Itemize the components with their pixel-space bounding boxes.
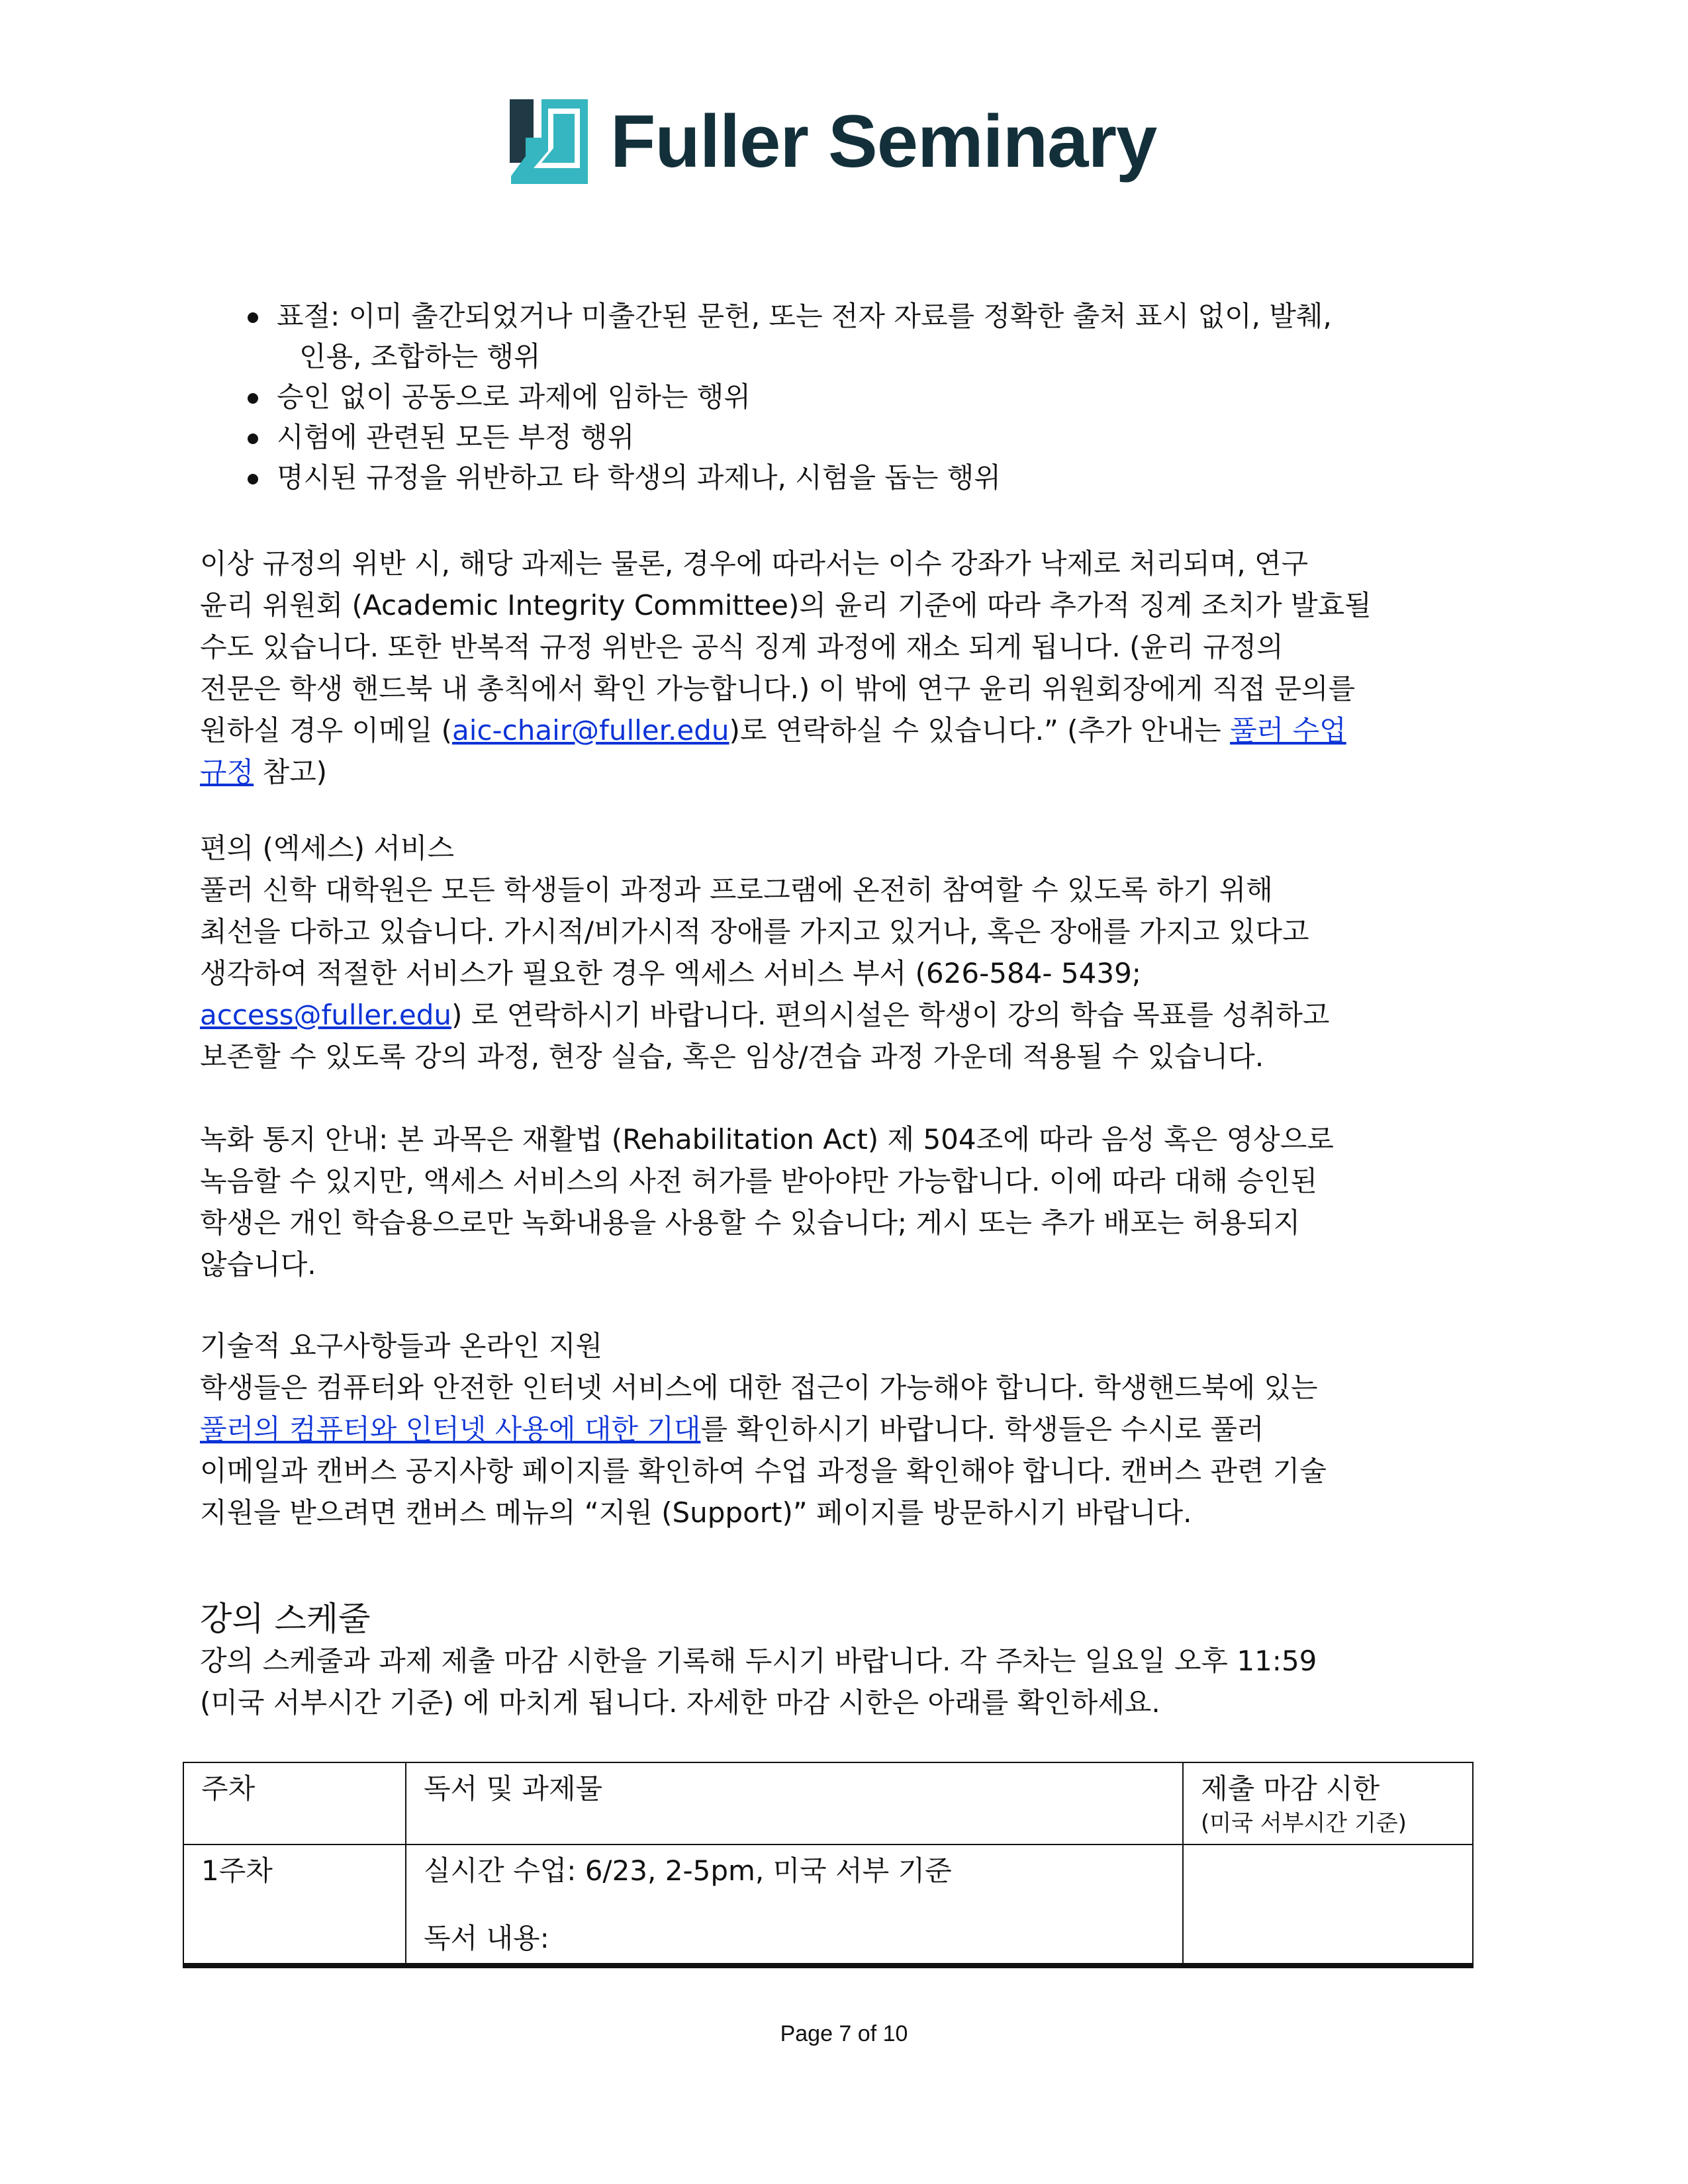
course-schedule-section	[200, 1598, 1491, 1723]
tech-requirements-section	[200, 1325, 1491, 1533]
text-line	[200, 1408, 1491, 1450]
text-line	[200, 994, 1491, 1036]
section-heading: 편의 (엑세스) 서비스	[200, 832, 455, 864]
reading-label: 독서 내용:	[424, 1922, 549, 1954]
access-services-section	[200, 827, 1491, 1077]
schedule-table	[183, 1762, 1474, 1968]
list-item-text: 승인 없이 공동으로 과제에 임하는 행위	[277, 381, 751, 413]
list-item-text: 명시된 규정을 위반하고 타 학생의 과제나, 시험을 돕는 행위	[277, 461, 1001, 494]
header-deadline-label: 제출 마감 시한	[1201, 1772, 1380, 1805]
text-line	[200, 709, 1491, 751]
aic-chair-email-link[interactable]: aic-chair@fuller.edu	[452, 714, 729, 747]
recording-notice	[200, 1118, 1491, 1285]
text-line: 않습니다.	[200, 1248, 316, 1281]
bullet-icon	[248, 312, 258, 323]
text-line: 학생들은 컴퓨터와 안전한 인터넷 서비스에 대한 접근이 가능해야 합니다. 학생핸드북에 있는	[200, 1371, 1318, 1404]
text-line: 최선을 다하고 있습니다. 가시적/비가시적 장애를 가지고 있거나, 혹은 장애를 가지고 있다고	[200, 915, 1309, 948]
list-item	[200, 417, 1491, 457]
text-line: 수도 있습니다. 또한 반복적 규정 위반은 공식 징계 과정에 재소 되게 됩니다. (윤리 규정의	[200, 631, 1284, 663]
header-readings: 독서 및 과제물	[406, 1762, 1183, 1844]
section-heading: 강의 스케줄	[200, 1600, 371, 1638]
text-line: 생각하여 적절한 서비스가 필요한 경우 엑세스 서비스 부서 (626-584- 5439;	[200, 957, 1141, 989]
text-line: 전문은 학생 핸드북 내 총칙에서 확인 가능합니다.) 이 밖에 연구 윤리 위원회장에게 직접 문의를	[200, 672, 1356, 705]
cell-readings	[406, 1844, 1183, 1966]
bullet-icon	[248, 433, 258, 444]
page-number: Page 7 of 10	[780, 2021, 908, 2046]
text-line: (미국 서부시간 기준) 에 마치게 됩니다. 자세한 마감 시한은 아래를 확인하세요.	[200, 1686, 1160, 1719]
cell-deadline	[1183, 1844, 1473, 1966]
text-line: 학생은 개인 학습용으로만 녹화내용을 사용할 수 있습니다; 게시 또는 추가 배포는 허용되지	[200, 1206, 1301, 1239]
text-line: 강의 스케줄과 과제 제출 마감 시한을 기록해 두시기 바랍니다. 각 주차는 일요일 오후 11:59	[200, 1645, 1317, 1677]
table-row	[183, 1844, 1473, 1966]
list-item	[200, 296, 1491, 377]
bullet-icon	[248, 474, 258, 484]
text-line: 지원을 받으려면 캔버스 메뉴의 “지원 (Support)” 페이지를 방문하시기 바랍니다.	[200, 1496, 1192, 1529]
text-line: 보존할 수 있도록 강의 과정, 현장 실습, 혹은 임상/견습 과정 가운데 적용될 수 있습니다.	[200, 1040, 1264, 1073]
violation-paragraph	[200, 543, 1491, 793]
list-item-continuation: 인용, 조합하는 행위	[299, 340, 541, 373]
list-item-text: 표절: 이미 출간되었거나 미출간된 문헌, 또는 전자 자료를 정확한 출처 표시 없이, 발췌,	[277, 300, 1332, 332]
logo-text: Fuller Seminary	[610, 100, 1157, 183]
text-segment: 를 확인하시기 바랍니다. 학생들은 수시로 풀러	[700, 1413, 1264, 1445]
list-item	[200, 377, 1491, 417]
text-line: 풀러 신학 대학원은 모든 학생들이 과정과 프로그램에 온전히 참여할 수 있도록 하기 위해	[200, 874, 1273, 906]
section-heading: 기술적 요구사항들과 온라인 지원	[200, 1330, 603, 1362]
text-segment: 참고)	[254, 756, 328, 788]
text-segment: )로 연락하실 수 있습니다.” (추가 안내는	[729, 714, 1231, 747]
fuller-book-logo-icon	[507, 99, 590, 184]
text-line: 윤리 위원회 (Academic Integrity Committee)의 윤리 기준에 따라 추가적 징계 조치가 발효될	[200, 589, 1372, 621]
text-line	[200, 751, 1491, 793]
fuller-logo	[507, 99, 1156, 184]
class-policy-link-cont[interactable]: 규정	[200, 756, 254, 788]
integrity-violation-list	[200, 296, 1491, 498]
text-line: 녹화 통지 안내: 본 과목은 재활법 (Rehabilitation Act) 제 504조에 따라 음성 혹은 영상으로	[200, 1123, 1334, 1156]
header-deadline	[1183, 1762, 1473, 1844]
text-line: 이메일과 캔버스 공지사항 페이지를 확인하여 수업 과정을 확인해야 합니다. 캔버스 관련 기술	[200, 1455, 1327, 1487]
access-email-link[interactable]: access@fuller.edu	[200, 999, 451, 1031]
bullet-icon	[248, 393, 258, 404]
list-item-text: 시험에 관련된 모든 부정 행위	[277, 421, 635, 453]
text-line: 녹음할 수 있지만, 액세스 서비스의 사전 허가를 받아야만 가능합니다. 이에 따라 대해 승인된	[200, 1165, 1318, 1197]
text-segment: 원하실 경우 이메일 (	[200, 714, 453, 747]
header-week: 주차	[183, 1762, 406, 1844]
table-header-row	[183, 1762, 1473, 1844]
class-policy-link[interactable]: 풀러 수업	[1230, 714, 1346, 747]
computer-internet-expectations-link[interactable]: 풀러의 컴퓨터와 인터넷 사용에 대한 기대	[200, 1413, 701, 1445]
header-deadline-note: (미국 서부시간 기준)	[1201, 1810, 1407, 1837]
cell-week: 1주차	[183, 1844, 406, 1966]
text-segment: ) 로 연락하시기 바랍니다. 편의시설은 학생이 강의 학습 목표를 성취하고	[451, 999, 1330, 1031]
text-line: 이상 규정의 위반 시, 해당 과제는 물론, 경우에 따라서는 이수 강좌가 낙제로 처리되며, 연구	[200, 547, 1309, 580]
live-class-text: 실시간 수업: 6/23, 2-5pm, 미국 서부 기준	[424, 1854, 952, 1887]
list-item	[200, 457, 1491, 498]
